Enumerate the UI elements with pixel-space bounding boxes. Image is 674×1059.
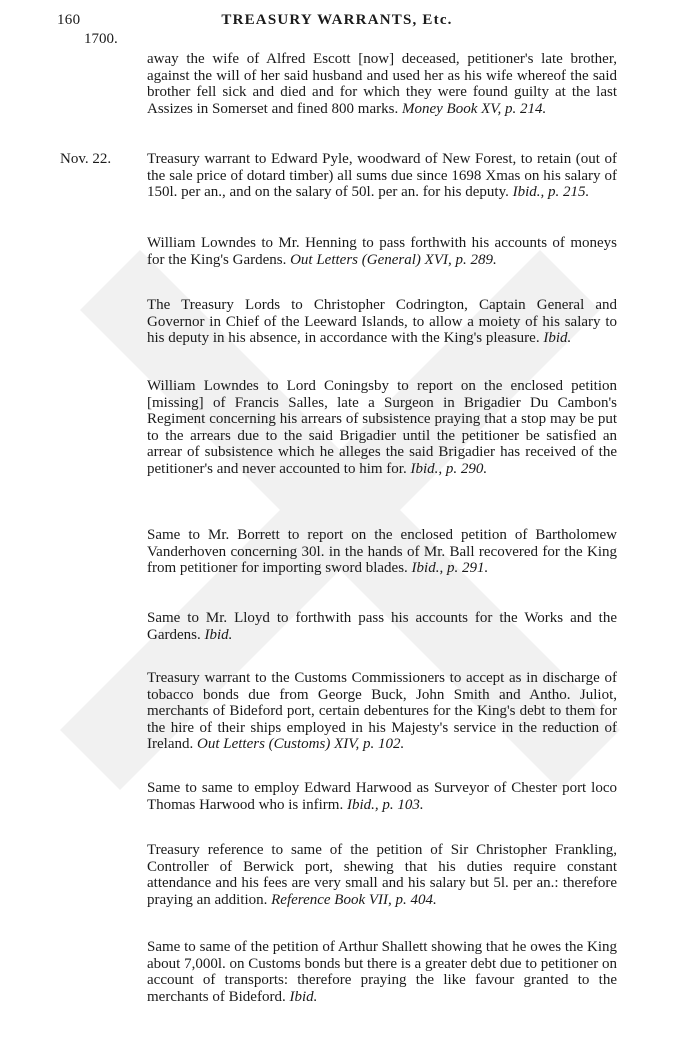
entry-ref: Ibid.	[204, 626, 233, 643]
entry-text: Same to same to employ Edward Harwood as Surveyor of Chester port loco Thomas Harwood who is infirm.	[147, 780, 617, 813]
entry-ref: Ibid.	[289, 988, 318, 1005]
entry-henning-letter	[147, 235, 617, 268]
entry-ref: Ibid., p. 215.	[512, 184, 590, 200]
entry-harwood-letter	[147, 780, 617, 813]
entry-ref: Ibid., p. 103.	[346, 796, 424, 813]
running-title: TREASURY WARRANTS, Etc.	[221, 12, 453, 28]
page-number: 160	[57, 12, 81, 28]
year-margin: 1700.	[84, 31, 118, 47]
entry-ref: Out Letters (General) XVI, p. 289.	[290, 251, 497, 268]
entry-frankling-reference	[147, 842, 617, 908]
entry-borrett-letter	[147, 527, 617, 577]
entry-text: away the wife of Alfred Escott [now] deceased, petitioner's late brother, against the will of her said husband and used her as his wife whereof the said brother fell sick and died and for which they were found guilty at the last Assizes in Somerset and fined 800 marks.	[147, 51, 617, 117]
entry-text: Treasury warrant to Edward Pyle, woodward of New Forest, to retain (out of the sale price of dotard timber) all sums due since 1698 Xmas on his salary of 150l. per an., and on the salary of 50l. per an. for his deputy.	[147, 151, 617, 200]
entry-ref: Ibid., p. 291.	[411, 560, 489, 576]
entry-text: William Lowndes to Lord Coningsby to report on the enclosed petition [missing] of Francis Salles, late a Surgeon in Brigadier Du Cambon's Regiment concerning his arrears of subsistence praying that a stop may be put to the arrears due to the said Brigadier until the petitioner be satisfied an arrear of subsistence which he alleges the said Brigadier has received of the petitioner's and never accounted to him for.	[147, 378, 617, 477]
entry-pyle-warrant	[147, 151, 617, 201]
entry-ref: Reference Book VII, p. 404.	[271, 891, 437, 908]
entry-ref: Out Letters (Customs) XIV, p. 102.	[196, 736, 405, 752]
entry-ref: Money Book XV, p. 214.	[401, 100, 547, 117]
entry-date: Nov. 22.	[60, 151, 112, 167]
entry-customs-warrant	[147, 670, 617, 753]
entry-ref: Ibid.	[543, 330, 572, 346]
entry-codrington-letter	[147, 297, 617, 347]
entry-text: Treasury warrant to the Customs Commissioners to accept as in discharge of tobacco bonds due from George Buck, John Smith and Antho. Juliot, merchants of Bideford port, certain debentures for the King's debt to them for the hire of their ships employed in his Majesty's service in the reduction of Ireland.	[147, 670, 617, 752]
entry-coningsby-letter	[147, 378, 617, 477]
entry-text: Same to Mr. Borrett to report on the enclosed petition of Bartholomew Vanderhoven concerning 30l. in the hands of Mr. Ball recovered for the King from petitioner for importing sword blades.	[147, 527, 617, 576]
entry-shallett-reference	[147, 939, 617, 1005]
entry-text: Same to Mr. Lloyd to forthwith pass his accounts for the Works and the Gardens.	[147, 610, 617, 643]
entry-text: Same to same of the petition of Arthur Shallett showing that he owes the King about 7,000l. on Customs bonds but there is a greater debt due to petitioner on account of transports: therefore praying the like favour granted to the merchants of Bideford.	[147, 939, 617, 1005]
entry-text: Treasury reference to same of the petition of Sir Christopher Frankling, Controller of Berwick port, shewing that his duties require constant attendance and his fees are very small and his salary but 5l. per an.: therefore praying an addition.	[147, 842, 617, 908]
entry-escott-continuation	[147, 51, 617, 117]
entry-text: The Treasury Lords to Christopher Codrington, Captain General and Governor in Chief of the Leeward Islands, to allow a moiety of his salary to his deputy in his absence, in accordance with the King's pleasure.	[147, 297, 617, 346]
entry-text: William Lowndes to Mr. Henning to pass forthwith his accounts of moneys for the King's Gardens.	[147, 235, 617, 268]
entry-ref: Ibid., p. 290.	[410, 460, 488, 477]
entry-lloyd-letter	[147, 610, 617, 643]
